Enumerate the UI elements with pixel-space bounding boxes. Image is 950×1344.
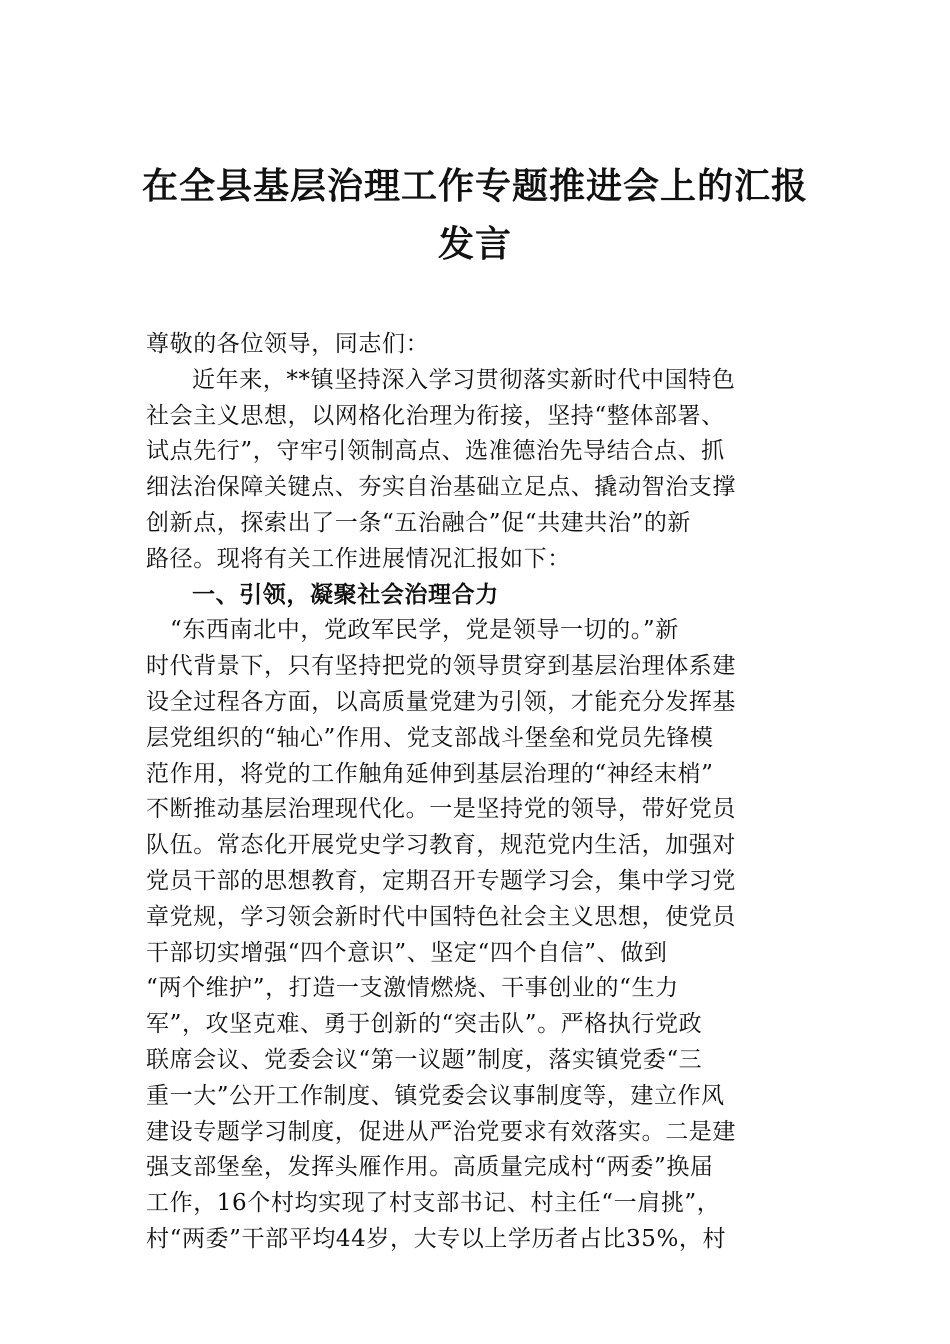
section-line: 军”，攻坚克难、勇于创新的“突击队”。严格执行党政 [146, 1011, 703, 1038]
section-line: 范作用，将党的工作触角延伸到基层治理的“神经末梢” [146, 760, 714, 787]
section-line: 建设专题学习制度，促进从严治党要求有效落实。二是建 [146, 1118, 736, 1145]
section-line: 重一大”公开工作制度、镇党委会议事制度等，建立作风 [146, 1082, 725, 1109]
section-line: 队伍。常态化开展党史学习教育，规范党内生活，加强对 [146, 832, 736, 859]
section-line: 层党组织的“轴心”作用、党支部战斗堡垒和党员先锋模 [146, 724, 714, 751]
section-line: 联席会议、党委会议“第一议题”制度，落实镇党委“三 [146, 1046, 703, 1073]
intro-line: 细法治保障关键点、夯实自治基础立足点、撬动智治支撑 [146, 474, 736, 501]
section-line: 强支部堡垒，发挥头雁作用。高质量完成村“两委”换届 [146, 1154, 714, 1181]
section-line: 工作，16个村均实现了村支部书记、村主任“一肩挑”， [146, 1190, 721, 1217]
intro-line: 社会主义思想，以网格化治理为衔接，坚持“整体部署、 [146, 402, 725, 429]
section-line: “东西南北中，党政军民学，党是领导一切的。”新 [170, 617, 679, 644]
intro-line: 创新点，探索出了一条“五治融合”促“共建共治”的新 [146, 509, 692, 536]
salutation: 尊敬的各位领导，同志们： [146, 331, 430, 357]
section-line: “两个维护”，打造一支激情燃烧、干事创业的“生力 [146, 975, 679, 1002]
section-heading: 一、引领，凝聚社会治理合力 [192, 581, 499, 608]
intro-line: 试点先行”，守牢引领制高点、选准德治先导结合点、抓 [146, 438, 725, 465]
document-body [146, 327, 806, 1258]
section-line: 设全过程各方面，以高质量党建为引领，才能充分发挥基 [146, 688, 736, 715]
title-line-1: 在全县基层治理工作专题推进会上的汇报 [141, 165, 808, 207]
section-line: 不断推动基层治理现代化。一是坚持党的领导，带好党员 [146, 796, 736, 823]
intro-line: 路径。现将有关工作进展情况汇报如下： [146, 545, 571, 572]
section-line: 时代背景下，只有坚持把党的领导贯穿到基层治理体系建 [146, 653, 736, 680]
section-line: 村“两委”干部平均44岁，大专以上学历者占比35%，村 [146, 1225, 727, 1252]
intro-line: 近年来，**镇坚持深入学习贯彻落实新时代中国特色 [192, 366, 736, 393]
section-line: 党员干部的思想教育，定期召开专题学习会，集中学习党 [146, 867, 736, 894]
document-title [120, 157, 830, 273]
section-line: 干部切实增强“四个意识”、坚定“四个自信”、做到 [146, 939, 668, 966]
title-line-2: 发言 [437, 223, 512, 265]
section-line: 章党规，学习领会新时代中国特色社会主义思想，使党员 [146, 903, 736, 930]
